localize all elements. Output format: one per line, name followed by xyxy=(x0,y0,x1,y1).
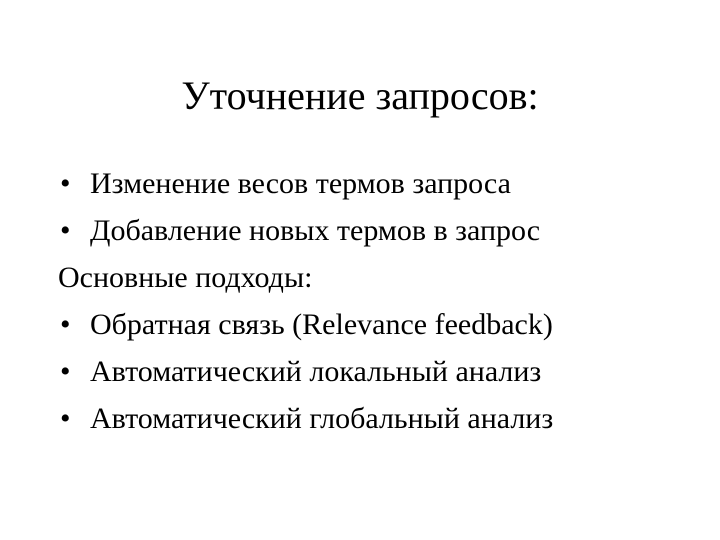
slide-body xyxy=(58,160,698,442)
bullet-glyph: • xyxy=(60,355,71,388)
bullet-item xyxy=(58,160,698,207)
bullet-glyph: • xyxy=(60,167,71,200)
bullet-text: Добавление новых термов в запрос xyxy=(90,214,541,247)
bullet-item xyxy=(58,395,698,442)
bullet-text: Обратная связь (Relevance feedback) xyxy=(90,308,553,341)
subheading-text: Основные подходы: xyxy=(58,261,313,294)
bullet-text: Автоматический глобальный анализ xyxy=(90,402,554,435)
bullet-item xyxy=(58,207,698,254)
bullet-item xyxy=(58,301,698,348)
slide-title: Уточнение запросов: xyxy=(181,73,539,118)
section-subheading xyxy=(58,254,698,301)
bullet-text: Изменение весов термов запроса xyxy=(90,167,511,200)
bullet-glyph: • xyxy=(60,214,71,247)
bullet-glyph: • xyxy=(60,402,71,435)
bullet-text: Автоматический локальный анализ xyxy=(90,355,542,388)
bullet-item xyxy=(58,348,698,395)
bullet-glyph: • xyxy=(60,308,71,341)
